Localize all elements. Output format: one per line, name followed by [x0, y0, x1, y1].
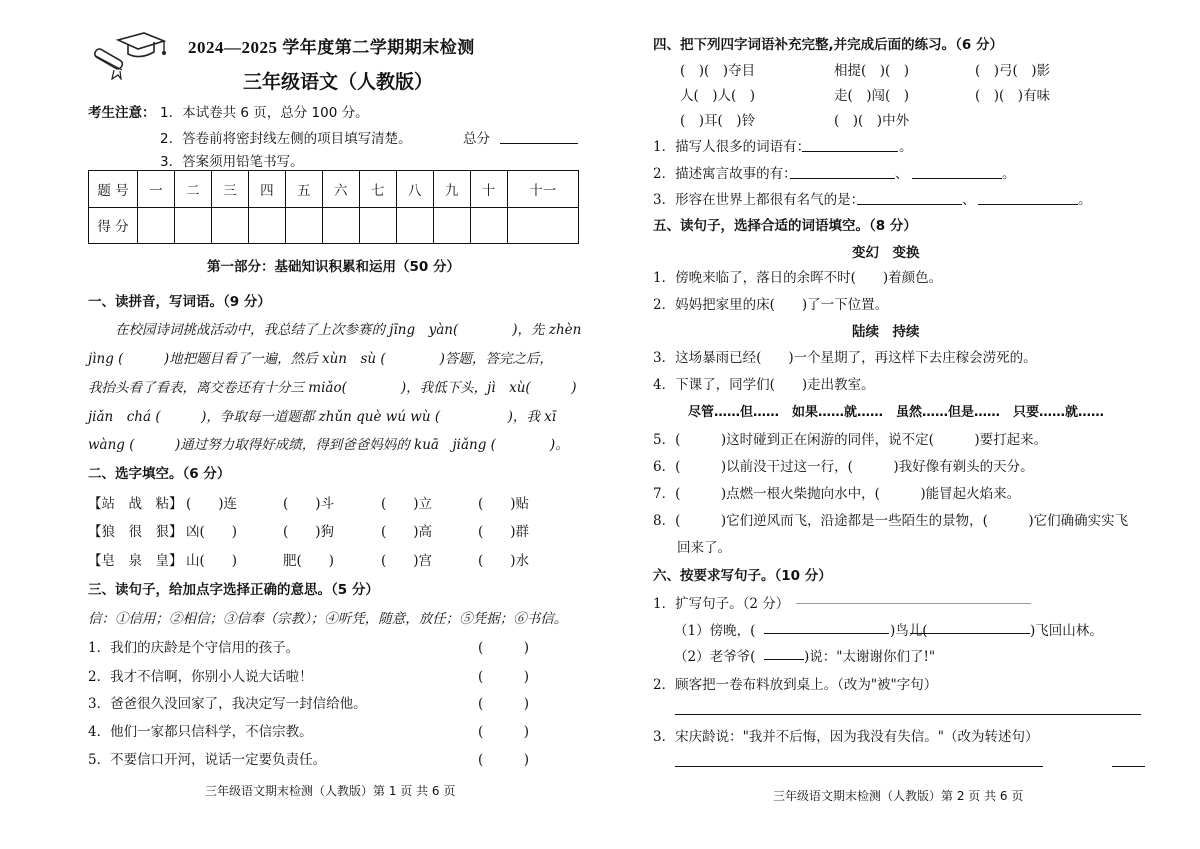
q4-idiom[interactable]: ( )弓( )影 [975, 63, 1051, 79]
score-table-col: 六 [322, 171, 359, 208]
q4-answer-line[interactable] [790, 178, 895, 179]
q2-item[interactable]: 凶( ) [186, 524, 238, 540]
q3-title: 三、读句子，给加点字选择正确的意思。（5 分） [88, 582, 379, 598]
notice-item-2: 2．答卷前将密封线左侧的项目填写清楚。 [160, 131, 412, 147]
q6-answer-line[interactable] [764, 659, 804, 660]
score-cell[interactable] [285, 207, 322, 244]
q5-sentence: 4．下课了，同学们( )走出教室。 [653, 377, 875, 393]
q6-answer-line[interactable] [675, 766, 1043, 767]
score-table-col: 一 [138, 171, 175, 208]
q2-item[interactable]: ( )高 [381, 524, 433, 540]
score-cell[interactable] [470, 207, 507, 244]
q6-sub-1a-b: )鸟儿( [890, 623, 928, 639]
q4-practice-2: 2．描述寓言故事的有： [653, 166, 797, 182]
q3-meanings: 信：①信用；②相信；③信奉（宗教）；④听凭，随意，放任；⑤凭据；⑥书信。 [88, 611, 568, 627]
q6-answer-line[interactable] [796, 603, 1031, 604]
score-table-header-row [89, 171, 579, 208]
page-footer-2: 三年级语文期末检测（人教版）第 2 页 共 6 页 [773, 789, 1024, 803]
q4-answer-line[interactable] [978, 204, 1078, 205]
q4-end: 。 [899, 139, 913, 155]
q4-idiom[interactable]: ( )( )有味 [975, 88, 1051, 104]
q6-sub-1: 1．扩写句子。（2 分） [653, 596, 790, 612]
q3-sentence: 4．他们一家都只信科学，不信宗教。 [88, 724, 313, 740]
q2-item[interactable]: ( )连 [186, 496, 238, 512]
q4-practice-1: 1．描写人很多的词语有： [653, 139, 811, 155]
q2-row-chars: 【站 战 粘】 [88, 496, 183, 512]
score-table-col: 三 [211, 171, 248, 208]
exam-title: 2024—2025 学年度第二学期期末检测 [188, 38, 475, 57]
q2-item[interactable]: ( )狗 [283, 524, 335, 540]
score-cell[interactable] [507, 207, 578, 244]
score-table-col: 五 [285, 171, 322, 208]
q4-idiom[interactable]: 相提( )( ) [834, 63, 910, 79]
score-table-col: 七 [359, 171, 396, 208]
q2-item[interactable]: ( )水 [478, 553, 530, 569]
q3-answer-box[interactable]: ( ) [478, 669, 530, 685]
q4-sep: 、 [962, 192, 976, 208]
q5-sentence: 1．傍晚来临了，落日的余晖不时( )着颜色。 [653, 270, 943, 286]
q1-line: jiǎn chá ( )，争取每一道题都 zhǔn què wú wù ( )，我 xī [88, 409, 557, 425]
q1-line: 在校园诗词挑战活动中，我总结了上次参赛的 jīng yàn( )，先 zhèn [115, 322, 582, 338]
q2-item[interactable]: 山( ) [186, 553, 238, 569]
q5-word-group-1: 变幻 变换 [852, 245, 920, 261]
q2-title: 二、选字填空。（6 分） [88, 466, 231, 482]
q3-sentence: 5．不要信口开河，说话一定要负责任。 [88, 752, 327, 768]
notice-item-3: 3．答案须用铅笔书写。 [160, 154, 304, 170]
q6-sub-1b-b: )说："太谢谢你们了!" [804, 649, 936, 665]
score-table-col: 十 [470, 171, 507, 208]
q6-answer-line[interactable] [675, 714, 1141, 715]
q5-word-group-2: 陆续 持续 [852, 324, 920, 340]
q4-sep: 、 [895, 166, 909, 182]
q5-sentence-continued: 回来了。 [677, 540, 731, 556]
q1-title: 一、读拼音，写词语。（9 分） [88, 294, 271, 310]
q4-idiom[interactable]: 走( )闯( ) [834, 88, 910, 104]
q2-item[interactable]: ( )群 [478, 524, 530, 540]
q6-title: 六、按要求写句子。（10 分） [653, 568, 832, 584]
q2-row-chars: 【皂 泉 皇】 [88, 553, 183, 569]
q4-idiom[interactable]: ( )( )中外 [834, 113, 910, 129]
q6-sub-1a-c: )飞回山林。 [1030, 623, 1103, 639]
q3-answer-box[interactable]: ( ) [478, 696, 530, 712]
q3-sentence: 1．我们的庆龄是个守信用的孩子。 [88, 640, 300, 656]
notice-label: 考生注意： [88, 105, 156, 121]
q5-sentence: 3．这场暴雨已经( )一个星期了，再这样下去庄稼会涝死的。 [653, 350, 1037, 366]
score-table-col: 九 [433, 171, 470, 208]
q5-sentence: 8．( )它们逆风而飞，沿途都是一些陌生的景物，( )它们确确实实飞 [653, 513, 1129, 529]
q2-row-chars: 【狼 很 狠】 [88, 524, 183, 540]
page-footer-1: 三年级语文期末检测（人教版）第 1 页 共 6 页 [205, 784, 456, 798]
q4-title: 四、把下列四字词语补充完整,并完成后面的练习。（6 分） [653, 37, 1003, 53]
q1-line: 我抬头看了看表，离交卷还有十分三 miǎo( )，我低下头，jì xù( ) [88, 380, 577, 396]
total-score-label: 总分 [463, 131, 490, 147]
q4-answer-line[interactable] [802, 151, 898, 152]
q3-answer-box[interactable]: ( ) [478, 724, 530, 740]
score-table-col: 十一 [507, 171, 578, 208]
score-cell[interactable] [359, 207, 396, 244]
score-table-col: 二 [174, 171, 211, 208]
q3-sentence: 2．我才不信啊，你别小人说大话啦！ [88, 669, 313, 685]
q3-sentence: 3．爸爸很久没回家了，我决定写一封信给他。 [88, 696, 367, 712]
q6-sub-3: 3．宋庆龄说："我并不后悔，因为我没有失信。"（改为转述句） [653, 729, 1039, 745]
score-cell[interactable] [322, 207, 359, 244]
q5-title: 五、读句子，选择合适的词语填空。（8 分） [653, 218, 917, 234]
q4-idiom[interactable]: 人( )人( ) [680, 88, 756, 104]
q5-sentence: 7．( )点燃一根火柴抛向水中，( )能冒起火焰来。 [653, 486, 1021, 502]
q2-item[interactable]: ( )贴 [478, 496, 530, 512]
q6-answer-line[interactable] [764, 633, 889, 634]
q6-sub-1b-a: （2）老爷爷( [674, 649, 756, 665]
score-table-col: 八 [396, 171, 433, 208]
q5-sentence: 5．( )这时碰到正在闲游的同伴，说不定( )要打起来。 [653, 432, 1048, 448]
score-table [88, 170, 579, 244]
q5-word-group-3: 尽管……但…… 如果……就…… 虽然……但是…… 只要……就…… [688, 405, 1105, 420]
score-table-score-row [89, 207, 579, 244]
q4-practice-3: 3．形容在世界上都很有名气的是： [653, 192, 865, 208]
q4-end: 。 [1002, 166, 1016, 182]
q2-item[interactable]: ( )立 [381, 496, 433, 512]
q4-idiom[interactable]: ( )( )夺目 [680, 63, 756, 79]
q6-sub-2: 2．顾客把一卷布料放到桌上。（改为"被"字句） [653, 677, 938, 693]
score-cell[interactable] [433, 207, 470, 244]
total-score-line[interactable] [500, 143, 578, 144]
q3-answer-box[interactable]: ( ) [478, 640, 530, 656]
q3-answer-box[interactable]: ( ) [478, 752, 530, 768]
score-table-row-label: 得 分 [89, 207, 138, 244]
q1-line: jìng ( )地把题目看了一遍，然后 xùn sù ( )答题，答完之后， [88, 351, 553, 367]
exam-subtitle: 三年级语文（人教版） [243, 71, 434, 93]
q5-sentence: 6．( )以前没干过这一行，( )我好像有剃头的天分。 [653, 459, 1034, 475]
part1-title: 第一部分：基础知识积累和运用（50 分） [207, 259, 460, 275]
q4-end: 。 [1078, 192, 1092, 208]
q2-item[interactable]: ( )斗 [283, 496, 335, 512]
q1-line: wàng ( )通过努力取得好成绩，得到爸爸妈妈的 kuā jiǎng ( )。 [88, 437, 569, 453]
score-cell[interactable] [138, 207, 175, 244]
score-cell[interactable] [396, 207, 433, 244]
score-table-head-label: 题 号 [89, 171, 138, 208]
notice-item-1: 1．本试卷共 6 页，总分 100 分。 [160, 105, 369, 121]
q5-sentence: 2．妈妈把家里的床( )了一下位置。 [653, 297, 889, 313]
q6-answer-line[interactable] [910, 633, 1030, 634]
q4-answer-line[interactable] [857, 204, 962, 205]
score-cell[interactable] [248, 207, 285, 244]
score-cell[interactable] [174, 207, 211, 244]
score-table-col: 四 [248, 171, 285, 208]
q2-item[interactable]: 肥( ) [283, 553, 335, 569]
q4-answer-line[interactable] [912, 178, 1002, 179]
q2-item[interactable]: ( )宫 [381, 553, 433, 569]
graduation-cap-logo [88, 30, 168, 80]
q6-answer-line[interactable] [1112, 766, 1145, 767]
score-cell[interactable] [211, 207, 248, 244]
q6-sub-1a-a: （1）傍晚，( [674, 623, 756, 639]
q4-idiom[interactable]: ( )耳( )铃 [680, 113, 756, 129]
